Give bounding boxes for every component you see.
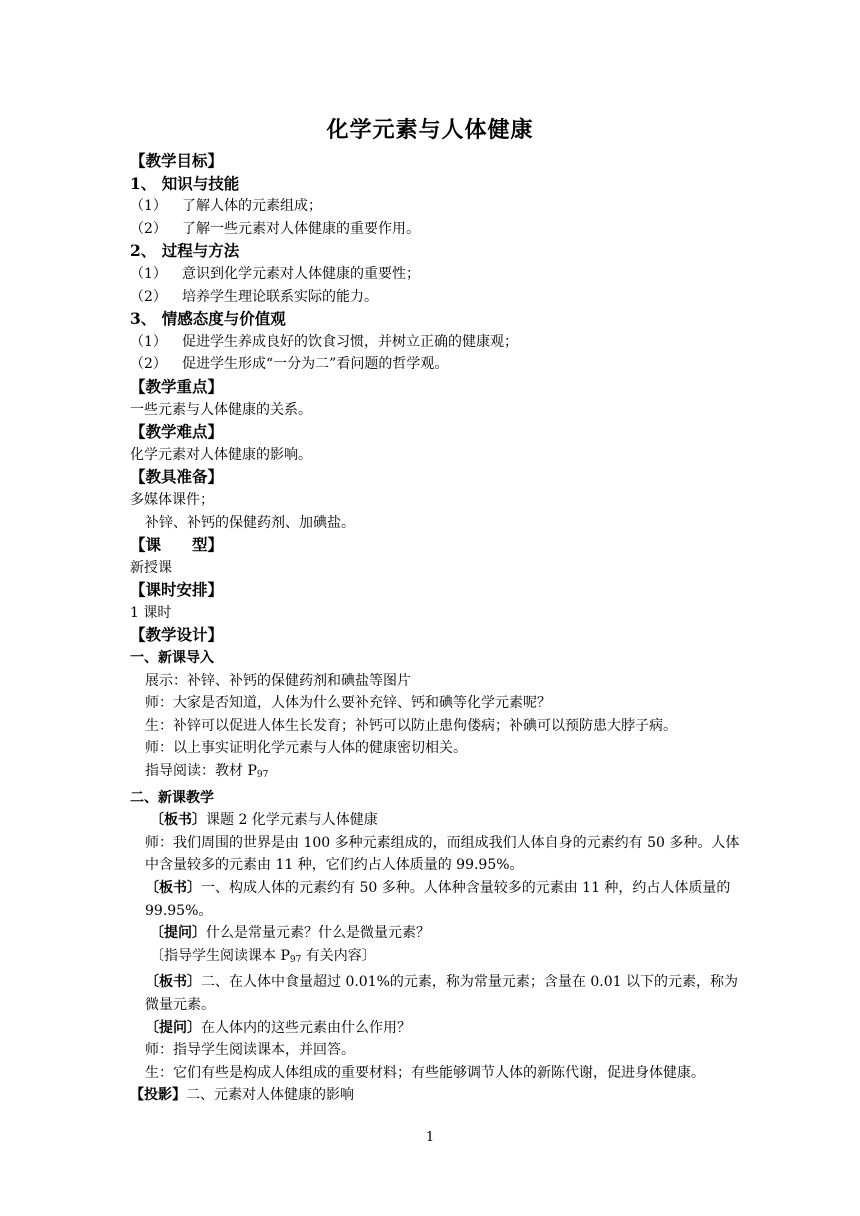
section-heading-goals: 【教学目标】	[130, 151, 224, 170]
student-line-2: 生：它们有些是构成人体组成的重要材料；有些能够调节人体的新陈代谢，促进身体健康。	[145, 1064, 705, 1081]
key-points-text: 一些元素与人体健康的关系。	[130, 401, 312, 418]
section-heading-lesson-type: 【课 型】	[130, 535, 224, 555]
goal-3-item-2: （2） 促进学生形成“一分为二”看问题的哲学观。	[130, 356, 449, 373]
tools-text-2: 补锌、补钙的保健药剂、加碘盐。	[145, 514, 355, 531]
goal-2-item-1: （1） 意识到化学元素对人体健康的重要性；	[130, 265, 420, 282]
part-heading-intro: 一、新课导入	[130, 650, 214, 667]
page-number: 1	[425, 1130, 435, 1145]
question-2: 〔提问〕在人体内的这些元素由什么作用？	[145, 1019, 411, 1036]
teacher-line-2: 师：指导学生阅读课本，并回答。	[145, 1042, 355, 1059]
intro-line-5: 指导阅读：教材 $P_{97}$	[145, 763, 269, 781]
difficulties-text: 化学元素对人体健康的影响。	[130, 446, 312, 463]
tools-text-1: 多媒体课件；	[130, 491, 214, 508]
section-heading-tools: 【教具准备】	[130, 467, 224, 487]
board-note-2: 〔板书〕一、构成人体的元素约有 50 多种。人体种含量较多的元素由 11 种，约占人体质量的 99.95%。	[145, 880, 731, 919]
section-heading-key-points: 【教学重点】	[130, 376, 224, 396]
goal-heading-1: 1、 知识与技能	[130, 173, 240, 193]
goal-2-item-2: （2） 培养学生理论联系实际的能力。	[130, 288, 378, 305]
intro-line-3: 生：补锌可以促进人体生长发育；补钙可以防止患佝偻病；补碘可以预防患大脖子病。	[145, 717, 677, 734]
document-title: 化学元素与人体健康	[326, 117, 534, 143]
goal-1-item-2: （2） 了解一些元素对人体健康的重要作用。	[130, 220, 420, 237]
question-1: 〔提问〕什么是常量元素？什么是微量元素？	[150, 925, 430, 942]
intro-line-1: 展示：补锌、补钙的保健药剂和碘盐等图片	[145, 672, 411, 689]
board-note-3: 〔板书〕二、在人体中食量超过 0.01%的元素，称为常量元素；含量在 0.01 以下的元素，称为微量元素。	[145, 974, 738, 1013]
part-heading-new-lesson: 二、新课教学	[130, 789, 214, 806]
intro-line-4: 师：以上事实证明化学元素与人体的健康密切相关。	[145, 740, 467, 757]
section-heading-design: 【教学设计】	[130, 625, 224, 645]
board-note-1: 〔板书〕课题 2 化学元素与人体健康	[150, 812, 378, 829]
document-body	[130, 150, 740, 1107]
intro-line-2: 师：大家是否知道，人体为什么要补充锌、钙和碘等化学元素呢？	[145, 695, 551, 712]
teacher-line-1: 师：我们周围的世界是由 100 多种元素组成的，而组成我们人体自身的元素约有 50 多种。人体中含量较多的元素由 11 种，它们约占人体质量的 99.95%。	[145, 834, 740, 874]
section-heading-difficulties: 【教学难点】	[130, 422, 224, 442]
schedule-text: 1 课时	[130, 604, 172, 621]
projection-note: 【投影】二、元素对人体健康的影响	[130, 1087, 354, 1104]
goal-heading-3: 3、 情感态度与价值观	[130, 309, 286, 329]
goal-1-item-1: （1） 了解人体的元素组成；	[130, 198, 322, 215]
goal-heading-2: 2、 过程与方法	[130, 241, 240, 261]
goal-3-item-1: （1） 促进学生养成良好的饮食习惯，并树立正确的健康观；	[130, 333, 518, 350]
section-heading-schedule: 【课时安排】	[130, 580, 224, 600]
reading-guide: 〔指导学生阅读课本 $P_{97}$ 有关内容〕	[150, 947, 376, 965]
lesson-type-text: 新授课	[130, 559, 172, 576]
